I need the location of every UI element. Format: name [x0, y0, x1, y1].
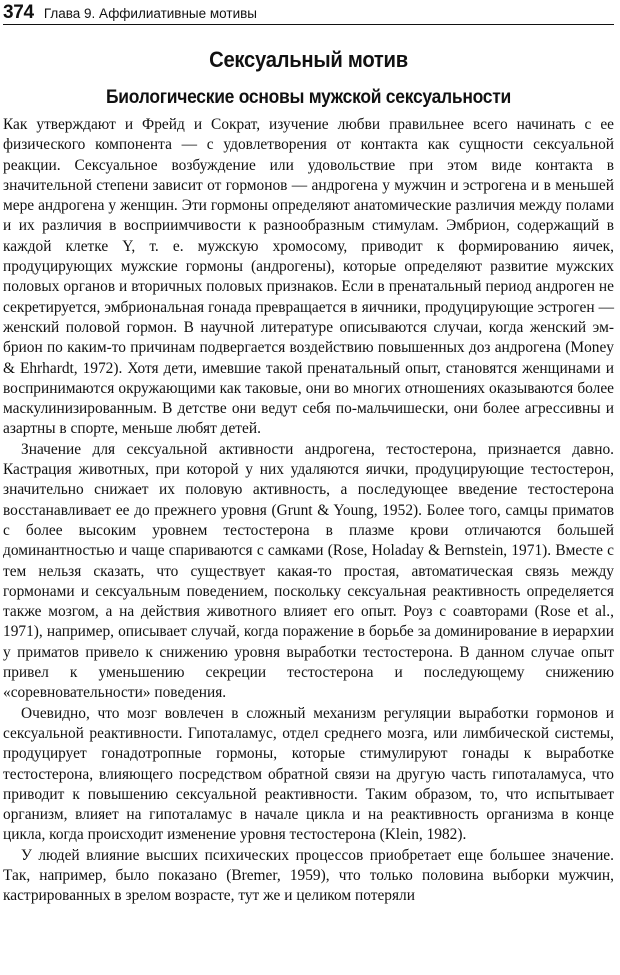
- chapter-title: Глава 9. Аффилиативные мотивы: [43, 6, 257, 21]
- running-header: [3, 0, 614, 25]
- paragraph-2: Значение для сексуальной активности андрогена, тестостерона, признается давно. Кастрация животных, при которой у них удаляются яички, продуцирующие тестостерон, значительно снижает их половую активность, а последующее введение тестостерона восстанавливает ее до прежнего уровня (Grunt & Young, 1952). Более того, самцы приматов с более высоким уровнем тестостерона в плазме крови отличаются большей доминантностью и чаще спариваются с самками (Rose, Holaday & Bernstein, 1971). Вместе с тем нельзя сказать, что существует какая-то простая, автоматическая связь между гормонами и сексуальным поведением, поскольку сексуальная реактивность определяется также мозгом, а на действия животного влияет его опыт. Роуз с соавторами (Rose et al., 1971), например, описывает случай, когда поражение в борьбе за доминирование в иерархии у приматов привело к снижению уровня выработки тестостерона. В данном случае опыт привел к уменьшению секреции тестостерона и последующему снижению «соревновательности» поведения.: [3, 440, 614, 702]
- subsection-title: Биологические основы мужской сексуальности: [105, 87, 512, 108]
- page-number: 374: [3, 2, 34, 23]
- paragraph-3: Очевидно, что мозг вовлечен в сложный механизм регуляции выработки гормонов и сексуальной реактивности. Гипоталамус, отдел среднего мозга, или лимбической системы, продуцирует гонадотропные гормоны, которые стимулируют гонады к выработке тестостерона, влияющего посредством обратной связи на другую часть гипоталамуса, что приводит к повышению сексуальной реактивности. Таким образом, то, что испытывает организм, влияет на гипоталамус в начале цикла и на реактивность организма в конце цикла, когда происходит изменение уровня тестостерона (Klein, 1982).: [3, 704, 614, 844]
- paragraph-1: Как утверждают и Фрейд и Сократ, изучение любви правильнее всего начинать с ее физического компонента — с удовлетворения от контакта как сущности сексуальной реакции. Сексуальное возбуждение или удовольствие при этом виде контакта в значительной степени зависит от гормонов — андрогена у мужчин и эстрогена и в меньшей мере андрогена у женщин. Эти гормоны определяют анатомические различия между полами и их различия в восприимчивости к разнообразным стимулам. Эмбрион, содержащий в каждой клетке Y, т. е. мужскую хромосому, приводит к формированию яичек, продуцирующих мужские гормоны (андрогены), которые определяют развитие мужских половых органов и вторичных половых признаков. Если в пренатальный период андроген не секретируется, эмбриональная гонада превращается в яичники, продуцирующие эстроген — женский половой гормон. В научной литературе описываются случаи, когда женский эмбрион по каким-то причинам подвергается воздействию повышенных доз андрогена (Money & Ehrhardt, 1972). Хотя дети, имевшие такой пренатальный опыт, становятся женщинами и воспринимаются окружающими как таковые, они во многих отношениях оказываются более маскулинизированным. В детстве они ведут себя по-мальчишески, они более агрессивны и азартны в спорте, меньше любят детей.: [3, 116, 614, 438]
- paragraph-4: У людей влияние высших психических процессов приобретает еще большее значение. Так, например, было показано (Bremer, 1959), что только половина выборки мужчин, кастрированных в зрелом возрасте, тут же и целиком потеряли: [3, 846, 614, 905]
- body-text: [3, 115, 614, 907]
- section-title: Сексуальный мотив: [209, 47, 408, 72]
